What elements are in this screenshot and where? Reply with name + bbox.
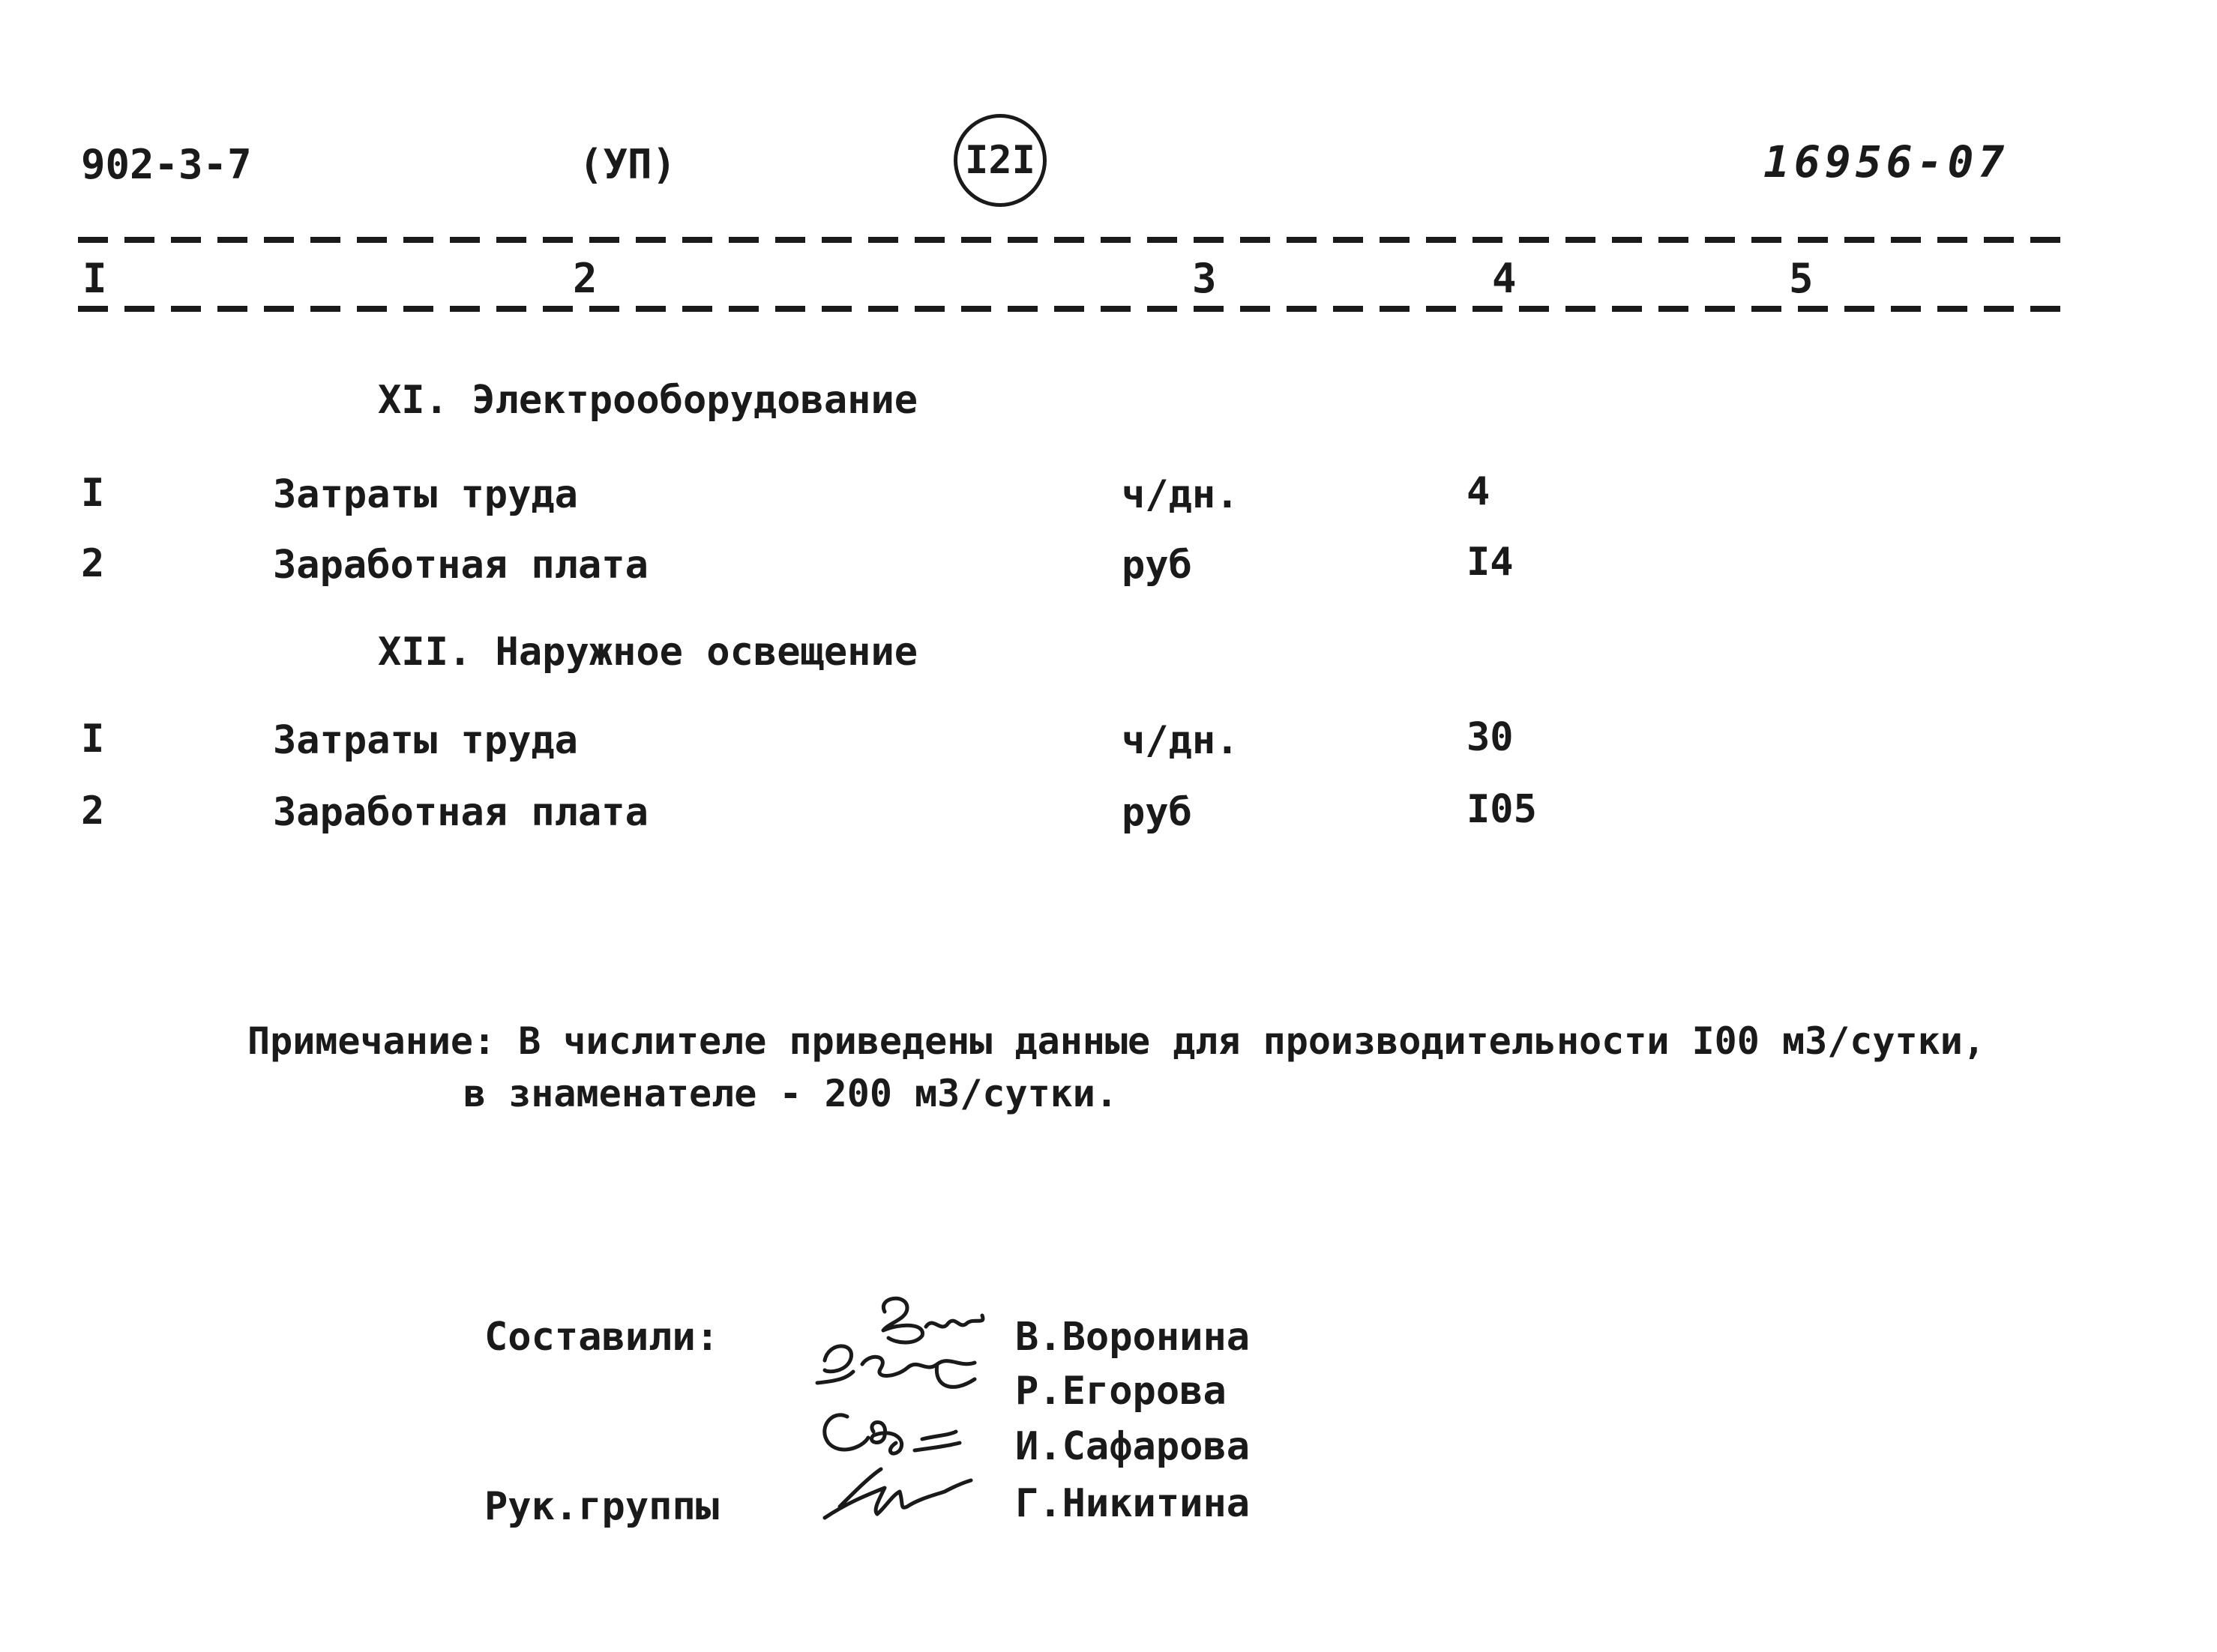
row-unit: руб — [1122, 790, 1192, 835]
row-value: 30 — [1467, 715, 1514, 760]
document-series: (УП) — [579, 141, 677, 188]
column-number-1: I — [82, 255, 107, 302]
group-leader-label: Рук.группы — [484, 1484, 720, 1529]
compiler-name: И.Сафарова — [1015, 1424, 1251, 1469]
document-code: 902-3-7 — [81, 141, 252, 188]
row-unit: ч/дн. — [1122, 718, 1239, 763]
row-unit: руб — [1122, 543, 1192, 588]
section-title: XII. Наружное освещение — [378, 630, 918, 675]
row-number: I — [81, 471, 105, 516]
note-line-2: в знаменателе - 200 м3/сутки. — [463, 1072, 1118, 1115]
signature-stroke — [883, 1298, 922, 1342]
bottom-dashed-rule — [78, 306, 2077, 312]
signature-stroke — [825, 1469, 971, 1518]
row-unit: ч/дн. — [1122, 472, 1239, 517]
page-number-stamp — [954, 114, 1047, 207]
signature-stroke — [825, 1415, 868, 1450]
column-number-2: 2 — [573, 255, 598, 302]
row-number: 2 — [81, 541, 105, 586]
row-value: 4 — [1467, 469, 1490, 514]
row-name: Заработная плата — [273, 790, 649, 835]
row-name: Затраты труда — [273, 718, 578, 763]
note-line-1: Примечание: В числителе приведены данные для производительности I00 м3/сутки, — [247, 1019, 1985, 1063]
column-number-5: 5 — [1789, 255, 1814, 302]
compiler-name: Р.Егорова — [1015, 1369, 1227, 1414]
signature-stroke — [862, 1357, 975, 1387]
top-dashed-rule — [78, 237, 2077, 243]
column-number-4: 4 — [1492, 255, 1517, 302]
section-title: XI. Электрооборудование — [378, 378, 918, 423]
group-leader-name: Г.Никитина — [1015, 1481, 1251, 1526]
compiler-name: В.Воронина — [1015, 1315, 1251, 1360]
row-value: I4 — [1467, 540, 1514, 585]
row-name: Заработная плата — [273, 543, 649, 588]
signature-stroke — [817, 1346, 853, 1383]
row-number: 2 — [81, 789, 105, 833]
row-number: I — [81, 717, 105, 762]
signature-stroke — [871, 1423, 960, 1454]
row-value: I05 — [1467, 787, 1537, 832]
handwritten-signatures — [795, 1289, 997, 1537]
compiled-label: Составили: — [484, 1315, 720, 1360]
signature-stroke — [926, 1315, 983, 1327]
document-number: 16956-07 — [1763, 136, 2009, 187]
page-number: I2I — [965, 138, 1035, 183]
row-name: Затраты труда — [273, 472, 578, 517]
column-number-3: 3 — [1192, 255, 1217, 302]
